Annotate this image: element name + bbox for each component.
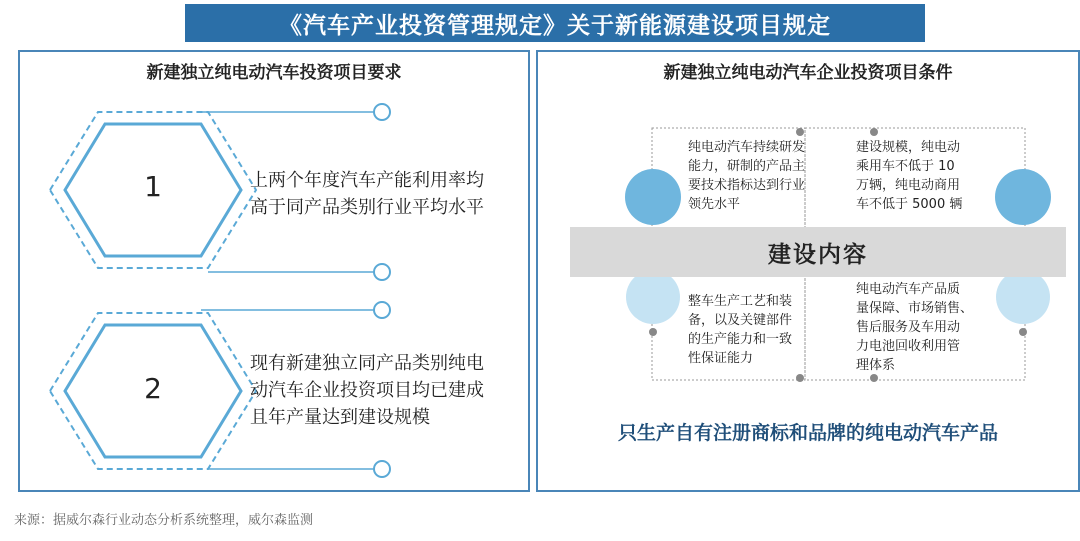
conditions-panel	[536, 50, 1080, 492]
requirement-text-2: 现有新建独立同产品类别纯电 动汽车企业投资项目均已建成 且年产量达到建设规模	[250, 353, 484, 428]
requirements-panel	[18, 50, 530, 492]
hexagon-number-1: 1	[144, 170, 162, 203]
quadrant-bottom-left: 整车生产工艺和装 备，以及关键部件 的生产能力和一致 性保证能力	[688, 294, 793, 366]
requirements-panel-title: 新建独立纯电动汽车投资项目要求	[146, 63, 402, 83]
circle-top-left	[625, 169, 681, 225]
conditions-panel-title: 新建独立纯电动汽车企业投资项目条件	[663, 63, 953, 83]
hexagon-number-2: 2	[144, 372, 162, 405]
page-title: 《汽车产业投资管理规定》关于新能源建设项目规定	[185, 4, 925, 42]
bottom-note: 只生产自有注册商标和品牌的纯电动汽车产品	[617, 422, 998, 444]
quadrant-top-left: 纯电动汽车持续研发 能力，研制的产品主 要技术指标达到行业 领先水平	[688, 140, 806, 212]
circle-bottom-right	[996, 270, 1050, 324]
circle-bottom-left	[626, 270, 680, 324]
quadrant-bottom-right: 纯电动汽车产品质 量保障、市场销售、 售后服务及车用动 力电池回收利用管 理体系	[856, 282, 974, 373]
source-note: 来源：据威尔森行业动态分析系统整理，威尔森监测	[14, 513, 314, 528]
center-label: 建设内容	[570, 227, 1066, 277]
connector-circle	[374, 302, 390, 318]
quadrant-top-right: 建设规模，纯电动 乘用车不低于 10 万辆，纯电动商用 车不低于 5000 辆	[856, 140, 963, 212]
connector-circle	[374, 104, 390, 120]
requirement-text-1: 上两个年度汽车产能利用率均 高于同产品类别行业平均水平	[250, 170, 484, 218]
connector-circle	[374, 264, 390, 280]
connector-circle	[374, 461, 390, 477]
circle-top-right	[995, 169, 1051, 225]
